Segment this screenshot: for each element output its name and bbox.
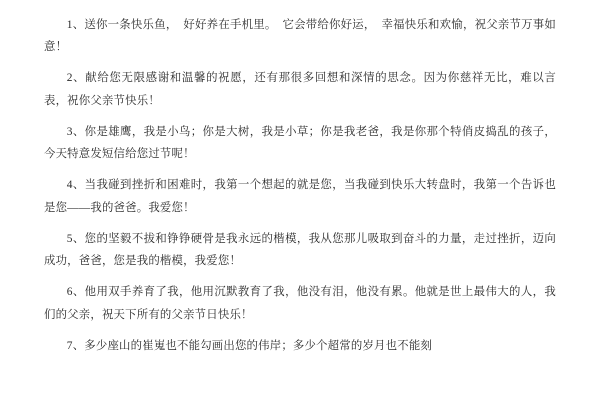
paragraph: 2、献给您无限感谢和温馨的祝愿，还有那很多回想和深情的思念。因为你慈祥无比，难以言表，祝你父亲节快乐！ bbox=[44, 72, 556, 107]
paragraph: 4、当我碰到挫折和困难时，我第一个想起的就是您，当我碰到快乐大转盘时，我第一个告诉也是您——我的爸爸。我爱您！ bbox=[44, 179, 556, 214]
paragraph: 6、他用双手养育了我，他用沉默教育了我，他没有泪，他没有累。他就是世上最伟大的人，我们的父亲，祝天下所有的父亲节日快乐！ bbox=[44, 286, 556, 321]
paragraph: 5、您的坚毅不拔和铮铮硬骨是我永远的楷模，我从您那儿吸取到奋斗的力量，走过挫折，迈向成功，爸爸，您是我的楷模，我爱您！ bbox=[44, 232, 556, 268]
paragraph: 7、多少座山的崔嵬也不能勾画出您的伟岸；多少个超常的岁月也不能刻 bbox=[66, 339, 433, 352]
paragraph: 3、你是雄鹰，我是小鸟；你是大树，我是小草；你是我老爸，我是你那个特俏皮捣乱的孩子，今天特意发短信给您过节呢！ bbox=[44, 125, 556, 161]
paragraph: 1、送你一条快乐鱼， 好好养在手机里。 它会带给你好运， 幸福快乐和欢愉，祝父亲节万事如意！ bbox=[44, 19, 556, 54]
